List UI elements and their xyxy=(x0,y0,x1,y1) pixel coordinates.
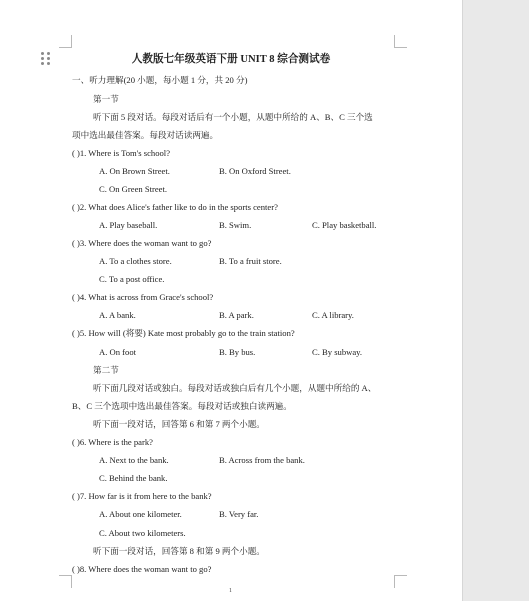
option-c: C. Play basketball. xyxy=(312,220,377,230)
option-a: A. On foot xyxy=(99,347,136,357)
option-c: C. On Green Street. xyxy=(99,184,168,194)
question-stem: ( )5. How will (将要) Kate most probably go to the train station? xyxy=(72,328,295,338)
option-b: B. Across from the bank. xyxy=(219,455,305,465)
question-stem: ( )8. Where does the woman want to go? xyxy=(72,564,212,574)
option-c: C. Behind the bank. xyxy=(99,473,168,483)
crop-mark-top-left xyxy=(59,35,72,48)
option-c: C. A library. xyxy=(312,310,354,320)
crop-mark-top-right xyxy=(394,35,407,48)
option-a: A. Next to the bank. xyxy=(99,455,169,465)
option-b: B. On Oxford Street. xyxy=(219,166,291,176)
option-b: B. A park. xyxy=(219,310,254,320)
part-heading: 第二节 xyxy=(93,365,119,375)
instruction-line: 听下面几段对话或独白。每段对话或独白后有几个小题，从题中所给的 A、 xyxy=(93,383,377,393)
crop-mark-bottom-left xyxy=(59,575,72,588)
option-c: C. By subway. xyxy=(312,347,363,357)
option-c: C. About two kilometers. xyxy=(99,528,186,538)
option-a: A. A bank. xyxy=(99,310,136,320)
page-number: 1 xyxy=(229,588,232,594)
question-stem: ( )3. Where does the woman want to go? xyxy=(72,238,212,248)
question-stem: ( )4. What is across from Grace's school? xyxy=(72,292,214,302)
option-b: B. By bus. xyxy=(219,347,256,357)
sub-instruction: 听下面一段对话，回答第 8 和第 9 两个小题。 xyxy=(93,546,265,556)
section-heading: 一、听力理解(20 小题，每小题 1 分，共 20 分) xyxy=(72,75,248,85)
option-a: A. To a clothes store. xyxy=(99,256,172,266)
question-stem: ( )1. Where is Tom's school? xyxy=(72,148,171,158)
document-title: 人教版七年级英语下册 UNIT 8 综合测试卷 xyxy=(131,54,331,65)
option-b: B. Swim. xyxy=(219,220,252,230)
sub-instruction: 听下面一段对话，回答第 6 和第 7 两个小题。 xyxy=(93,419,265,429)
option-b: B. To a fruit store. xyxy=(219,256,282,266)
part-heading: 第一节 xyxy=(93,94,119,104)
option-c: C. To a post office. xyxy=(99,274,165,284)
question-stem: ( )2. What does Alice's father like to do in the sports center? xyxy=(72,202,278,212)
instruction-line: 听下面 5 段对话。每段对话后有一个小题，从题中所给的 A、B、C 三个选 xyxy=(93,112,373,122)
instruction-line: B、C 三个选项中选出最佳答案。每段对话或独白读两遍。 xyxy=(72,401,292,411)
crop-mark-bottom-right xyxy=(394,575,407,588)
instruction-line: 项中选出最佳答案。每段对话读两遍。 xyxy=(72,130,219,140)
question-stem: ( )7. How far is it from here to the bank? xyxy=(72,491,212,501)
question-stem: ( )6. Where is the park? xyxy=(72,437,153,447)
option-a: A. On Brown Street. xyxy=(99,166,170,176)
option-a: A. About one kilometer. xyxy=(99,509,182,519)
option-b: B. Very far. xyxy=(219,509,259,519)
option-a: A. Play baseball. xyxy=(99,220,158,230)
